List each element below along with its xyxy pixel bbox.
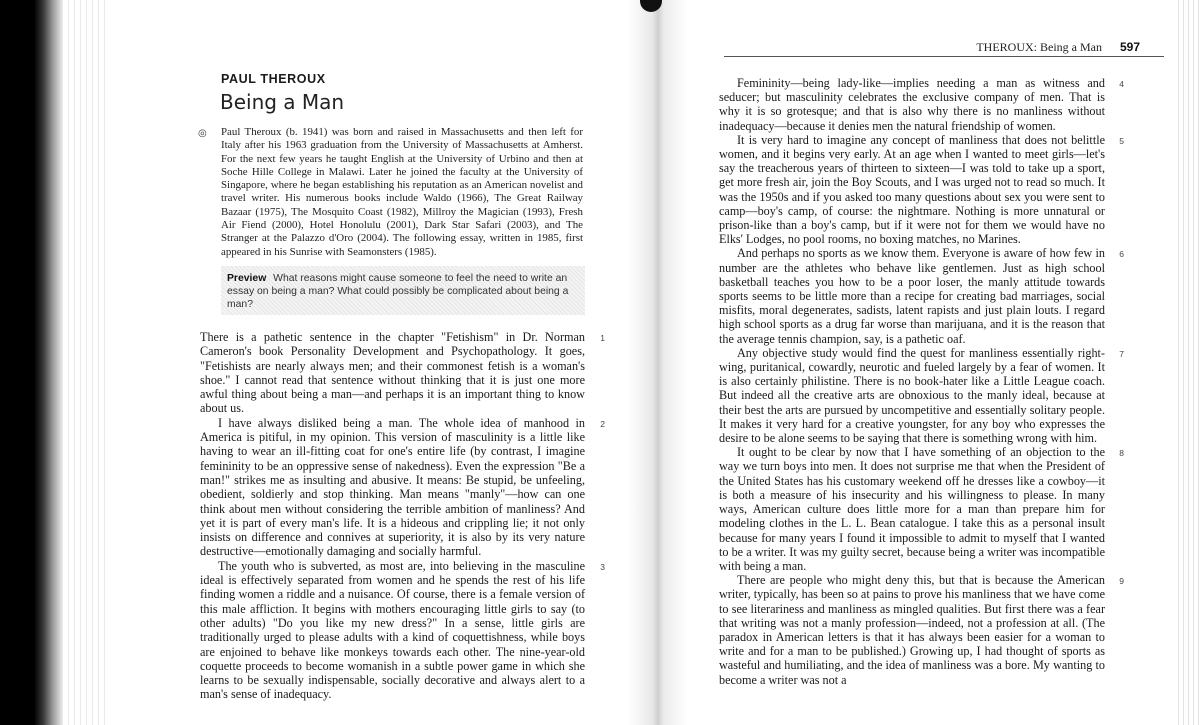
- paragraph-6: [719, 246, 1124, 346]
- paragraph-text: It is very hard to imagine any concept of manliness that does not belittle women, and it begins very early. At an age when I wanted to meet girls—let's say the treacherous years of thirteen to sixteen—I was told to take up a sport, get more fresh air, join the Boy Scouts, and I was urged not to read so much. It was the 1950s and if you asked too many questions about sex you were sent to camp—boy's camp, of course: the nightmare. Nothing is more unnatural or prison-like than a boy's camp, but if it were not for them we would have no Elks' Lodges, no pool rooms, no boxing matches, no Marines.: [719, 132, 1105, 247]
- paragraph-1: [200, 330, 605, 416]
- paragraph-number: 2: [600, 418, 605, 429]
- scan-shadow-left: [0, 0, 62, 725]
- running-head: THEROUX: Being a Man: [976, 40, 1102, 54]
- paragraph-text: Femininity—being lady-like—implies needing a man as witness and seducer; but masculinity celebrates the exclusive company of men. That is why it is so grotesque; and that is also why there is no manliness without inadequacy—because it denies men the natural friendship of women.: [719, 76, 1105, 133]
- paragraph-number: 7: [1119, 348, 1124, 359]
- paragraph-text: I have always disliked being a man. The whole idea of manhood in America is pitiful, in my opinion. This version of masculinity is a little like having to wear an ill-fitting coat for one's entire life (by contrast, I imagine femininity to be an oppressive sense of nakedness). Even the expression "Be a man!" strikes me as insulting and abusive. It means: Be stupid, be unfeeling, obedient, soldierly and stop thinking. Man means "manly"—how can one think about men without considering the terrible ambition of manliness? And yet it is part of every man's life. It is a hideous and crippling lie; it not only insists on difference and connives at superiority, it is also by its very nature destructive—emotionally damaging and socially harmful.: [200, 415, 585, 559]
- preview-label: Preview: [227, 273, 267, 284]
- paragraph-text: There are people who might deny this, but that is because the American writer, typically, has been so at pains to prove his manliness that we have come to see literariness and manliness as mingled qualities. But first there was a fear that writing was not a manly profession—indeed, not a profession at all. (The paradox in American letters is that it has always been easier for a woman to write and for a man to be published.) Growing up, I had thought of sports as wasteful and humiliating, and the idea of manliness was a bore. My wanting to become a writer was not a: [719, 573, 1105, 687]
- paragraph-8: [719, 445, 1124, 573]
- page-edges-right: [1174, 0, 1200, 725]
- paragraph-number: 5: [1119, 135, 1124, 146]
- paragraph-text: And perhaps no sports as we know them. Everyone is aware of how few in number are the athletes who behave like gentlemen. Just as high school basketball teaches you how to be a poor loser, the manly attitude towards sports seems to be little more than a recipe for creating bad marriages, social misfits, moral degenerates, sadists, latent rapists and just plain louts. I regard high school sports as a drug far worse than marijuana, and it is the reason that the average tennis champion, say, is a pathetic oaf.: [719, 246, 1105, 346]
- paragraph-number: 6: [1119, 249, 1124, 260]
- paragraph-4: [719, 76, 1124, 133]
- paragraph-text: There is a pathetic sentence in the chapter "Fetishism" in Dr. Norman Cameron's book Personality Development and Psychopathology. It goes, "Fetishists are nearly always men; and their commonest fetish is a woman's shoe." I cannot read that sentence without thinking that it is just one more awful thing about being a man—and perhaps it is an important thing to know about us.: [200, 330, 585, 416]
- paragraph-number: 3: [600, 561, 605, 572]
- left-page-body: [200, 330, 605, 702]
- paragraph-text: Any objective study would find the quest for manliness essentially right-wing, puritanical, cowardly, neurotic and fueled largely by a fear of women. It is also certainly philistine. There is no book-hater like a Little League coach. But indeed all the creative arts are obnoxious to the manly ideal, because at their best the arts are pursued by uncompetitive and essentially solitary people. It makes it very hard for a creative youngster, for any boy who expresses the desire to be alone seems to be saying that there is something wrong with him.: [719, 345, 1105, 446]
- author-name: PAUL THEROUX: [221, 72, 326, 86]
- paragraph-number: 9: [1119, 576, 1124, 587]
- paragraph-5: [719, 132, 1124, 247]
- paragraph-text: The youth who is subverted, as most are, into believing in the masculine ideal is effectively separated from women and he spends the rest of his life finding women a riddle and a nuisance. Of course, there is a female version of this male affliction. It begins with mothers encouraging little girls to say (to other adults) "Do you like my new dress?" In a sense, little girls are traditionally urged to please adults with a kind of coquettishness, while boys are enjoined to behave like monkeys towards each other. The nine-year-old coquette proceeds to become womanish in a subtle power game in which she learns to be sexually indispensable, socially decorative and always alert to a man's sense of inadequacy.: [200, 558, 585, 702]
- header-rule: [724, 56, 1164, 57]
- paragraph-7: [719, 345, 1124, 446]
- essay-title: Being a Man: [220, 90, 345, 114]
- right-page-body: [719, 76, 1124, 687]
- paragraph-text: It ought to be clear by now that I have something of an objection to the way we turn boys into men. It does not surprise me that when the President of the United States has his customary weekend off he dresses like a cowboy—it is both a measure of his insecurity and his willingness to please. In many ways, American culture does little more for a man than prepare him for modeling clothes in the L. L. Bean catalogue. I take this as a personal insult because for many years I found it impossible to admit to myself that I wanted to be a writer. It was my guilty secret, because being a writer was incompatible with being a man.: [719, 445, 1105, 573]
- paragraph-3: [200, 558, 605, 702]
- author-bio: Paul Theroux (b. 1941) was born and raised in Massachusetts and then left for Italy after his 1963 graduation from the University of Massachusetts at Amherst. For the next few years he taught English at the University of Urbino and then at Soche Hille College in Malawi. Later he joined the faculty at the University of Singapore, where he began establishing his reputation as an American novelist and travel writer. His numerous books include Waldo (1966), The Great Railway Bazaar (1975), The Mosquito Coast (1982), Millroy the Magician (1993), Fresh Air Fiend (2000), Hotel Honolulu (2001), Dark Star Safari (2003), and The Stranger at the Palazzo d'Oro (2004). The following essay, written in 1985, first appeared in his Sunrise with Seamonsters (1985).: [221, 126, 583, 258]
- page-edges-left: [62, 0, 110, 725]
- paragraph-number: 4: [1119, 79, 1124, 89]
- preview-box: [221, 266, 585, 315]
- paragraph-2: [200, 415, 605, 559]
- page-number: 597: [1120, 40, 1141, 54]
- paragraph-9: [719, 573, 1124, 687]
- paragraph-number: 1: [600, 333, 605, 343]
- book-gutter: [628, 0, 688, 725]
- paragraph-number: 8: [1119, 448, 1124, 459]
- bio-bullet-icon: ◎: [198, 128, 207, 139]
- preview-text: What reasons might cause someone to feel the need to write an essay on being a man? What could possibly be complicated about being a man?: [227, 273, 569, 310]
